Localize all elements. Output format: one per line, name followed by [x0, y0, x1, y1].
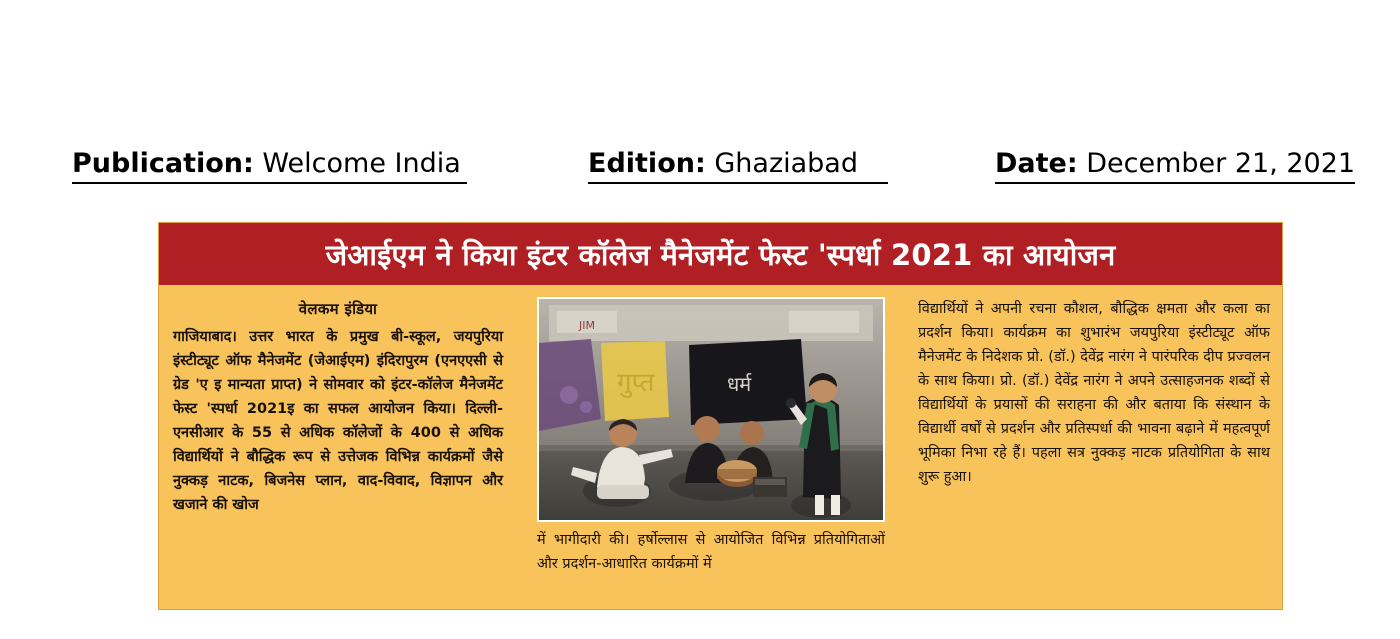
clipping-bottom-edge	[159, 605, 1282, 609]
article-left-text: गाजियाबाद। उत्तर भारत के प्रमुख बी-स्कूल, जयपुरिया इंस्टीट्यूट ऑफ मैनेजमेंट (जेआईएम) इंदिरापुरम (एनएएसी से ग्रेड 'ए इ मान्यता प्राप्त) ने सोमवार को इंटर-कॉलेज मैनेजमेंट फेस्ट 'स्पर्धा 2021इ का सफल आयोजन किया। दिल्ली-एनसीआर के 55 से अधिक कॉलेजों के 400 से अधिक विद्यार्थियों ने बौद्धिक रूप से उत्तेजक विभिन्न कार्यक्रमों जैसे नुक्कड़ नाटक, बिजनेस प्लान, वाद-विवाद, विज्ञापन और खजाने की खोज	[173, 329, 503, 513]
photo-caption: में भागीदारी की। हर्षोल्लास से आयोजित विभिन्न प्रतियोगिताओं और प्रदर्शन-आधारित कार्यक्रमों में	[537, 532, 885, 572]
meta-edition-value: Ghaziabad	[714, 148, 858, 179]
headline-bar	[159, 223, 1282, 285]
article-column-left	[173, 285, 503, 517]
meta-edition	[588, 148, 888, 184]
article-photo	[537, 297, 885, 522]
svg-text:JIM: JIM	[579, 319, 595, 332]
meta-date	[995, 148, 1355, 184]
svg-text:गुप्त: गुप्त	[617, 368, 655, 398]
newspaper-clipping	[158, 222, 1283, 610]
article-right-text: विद्यार्थियों ने अपनी रचना कौशल, बौद्धिक क्षमता और कला का प्रदर्शन किया। कार्यक्रम का शुभारंभ जयपुरिया इंस्टीट्यूट ऑफ मैनेजमेंट के निदेशक प्रो. (डॉ.) देवेंद्र नारंग ने पारंपरिक दीप प्रज्वलन के साथ किया। प्रो. (डॉ.) देवेंद्र नारंग ने अपने उत्साहजनक शब्दों से विद्यार्थियों के प्रयासों की सराहना की और बताया कि संस्थान के विद्यार्थी वर्षों से प्रदर्शन और प्रतिस्पर्धा की भावना बढ़ाने में महत्वपूर्ण भूमिका निभा रहे हैं। पहला सत्र नुक्कड़ नाटक प्रतियोगिता के साथ शुरू हुआ।	[918, 301, 1270, 485]
meta-date-value: December 21, 2021	[1086, 148, 1356, 179]
article-body	[159, 285, 1282, 610]
article-column-right	[918, 285, 1270, 489]
meta-publication	[72, 148, 467, 184]
source-dateline: वेलकम इंडिया	[298, 300, 378, 318]
svg-text:धर्म: धर्म	[727, 372, 752, 396]
stage-performance-photo	[539, 299, 883, 520]
headline-text: जेआईएम ने किया इंटर कॉलेज मैनेजमेंट फेस्ट 'स्पर्धा 2021 का आयोजन	[325, 237, 1116, 272]
meta-edition-label: Edition:	[588, 148, 706, 179]
meta-publication-label: Publication	[72, 148, 244, 179]
meta-publication-separator: :	[243, 148, 254, 179]
meta-publication-value: Welcome India	[262, 148, 461, 179]
meta-date-label: Date:	[995, 148, 1078, 179]
document-header-meta	[0, 148, 1400, 194]
